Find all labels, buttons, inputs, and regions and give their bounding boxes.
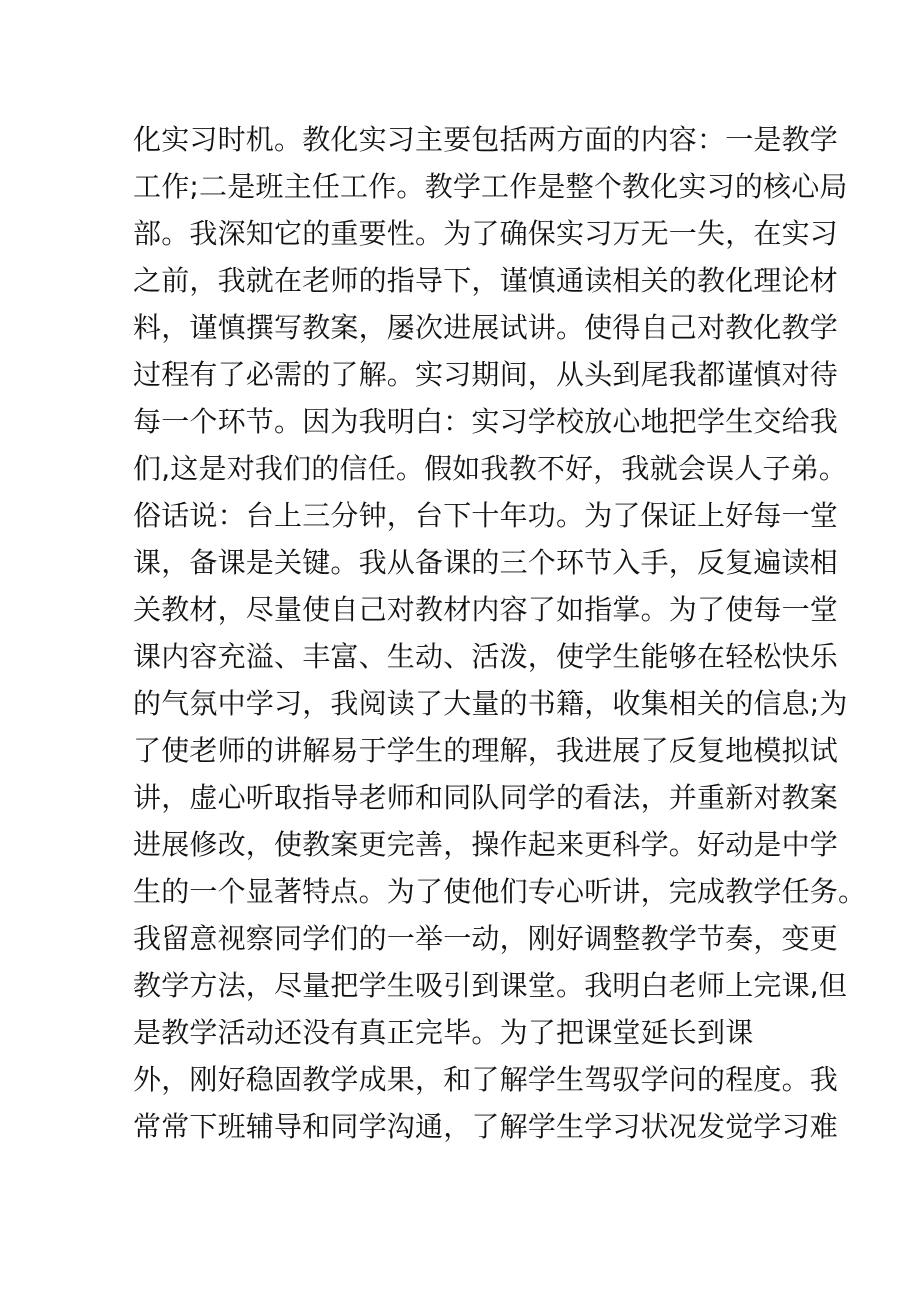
text-line: 讲，虚心听取指导老师和同队同学的看法，并重新对教案	[133, 781, 839, 814]
text-line: 课内容充溢、丰富、生动、活泼，使学生能够在轻松快乐	[133, 640, 839, 673]
text-line: 生的一个显著特点。为了使他们专心听讲，完成教学任务。	[133, 875, 867, 908]
text-line: 课，备课是关键。我从备课的三个环节入手，反复遍读相	[133, 546, 839, 579]
text-line: 了使老师的讲解易于学生的理解，我进展了反复地模拟试	[133, 734, 839, 767]
text-line: 俗话说：台上三分钟，台下十年功。为了保证上好每一堂	[133, 499, 839, 532]
text-line: 教学方法，尽量把学生吸引到课堂。我明白老师上完课,但	[133, 969, 848, 1002]
text-line: 的气氛中学习，我阅读了大量的书籍，收集相关的信息;为	[133, 687, 848, 720]
text-line: 关教材，尽量使自己对教材内容了如指掌。为了使每一堂	[133, 593, 839, 626]
text-line: 之前，我就在老师的指导下，谨慎通读相关的教化理论材	[133, 264, 839, 297]
text-line: 们,这是对我们的信任。假如我教不好，我就会误人子弟。	[133, 452, 848, 485]
text-line: 工作;二是班主任工作。教学工作是整个教化实习的核心局	[133, 170, 848, 203]
text-line: 外，刚好稳固教学成果，和了解学生驾驭学问的程度。我	[133, 1063, 839, 1096]
text-line: 料，谨慎撰写教案，屡次进展试讲。使得自己对教化教学	[133, 311, 839, 344]
text-line: 部。我深知它的重要性。为了确保实习万无一失，在实习	[133, 217, 839, 250]
text-line: 我留意视察同学们的一举一动，刚好调整教学节奏，变更	[133, 922, 839, 955]
text-line: 常常下班辅导和同学沟通，了解学生学习状况发觉学习难	[133, 1110, 839, 1143]
text-line: 进展修改，使教案更完善，操作起来更科学。好动是中学	[133, 828, 839, 861]
text-line: 过程有了必需的了解。实习期间，从头到尾我都谨慎对待	[133, 358, 839, 391]
body-text	[133, 116, 867, 1150]
text-line: 是教学活动还没有真正完毕。为了把课堂延长到课	[133, 1016, 754, 1049]
text-line: 化实习时机。教化实习主要包括两方面的内容：一是教学	[133, 123, 839, 156]
text-line: 每一个环节。因为我明白：实习学校放心地把学生交给我	[133, 405, 839, 438]
